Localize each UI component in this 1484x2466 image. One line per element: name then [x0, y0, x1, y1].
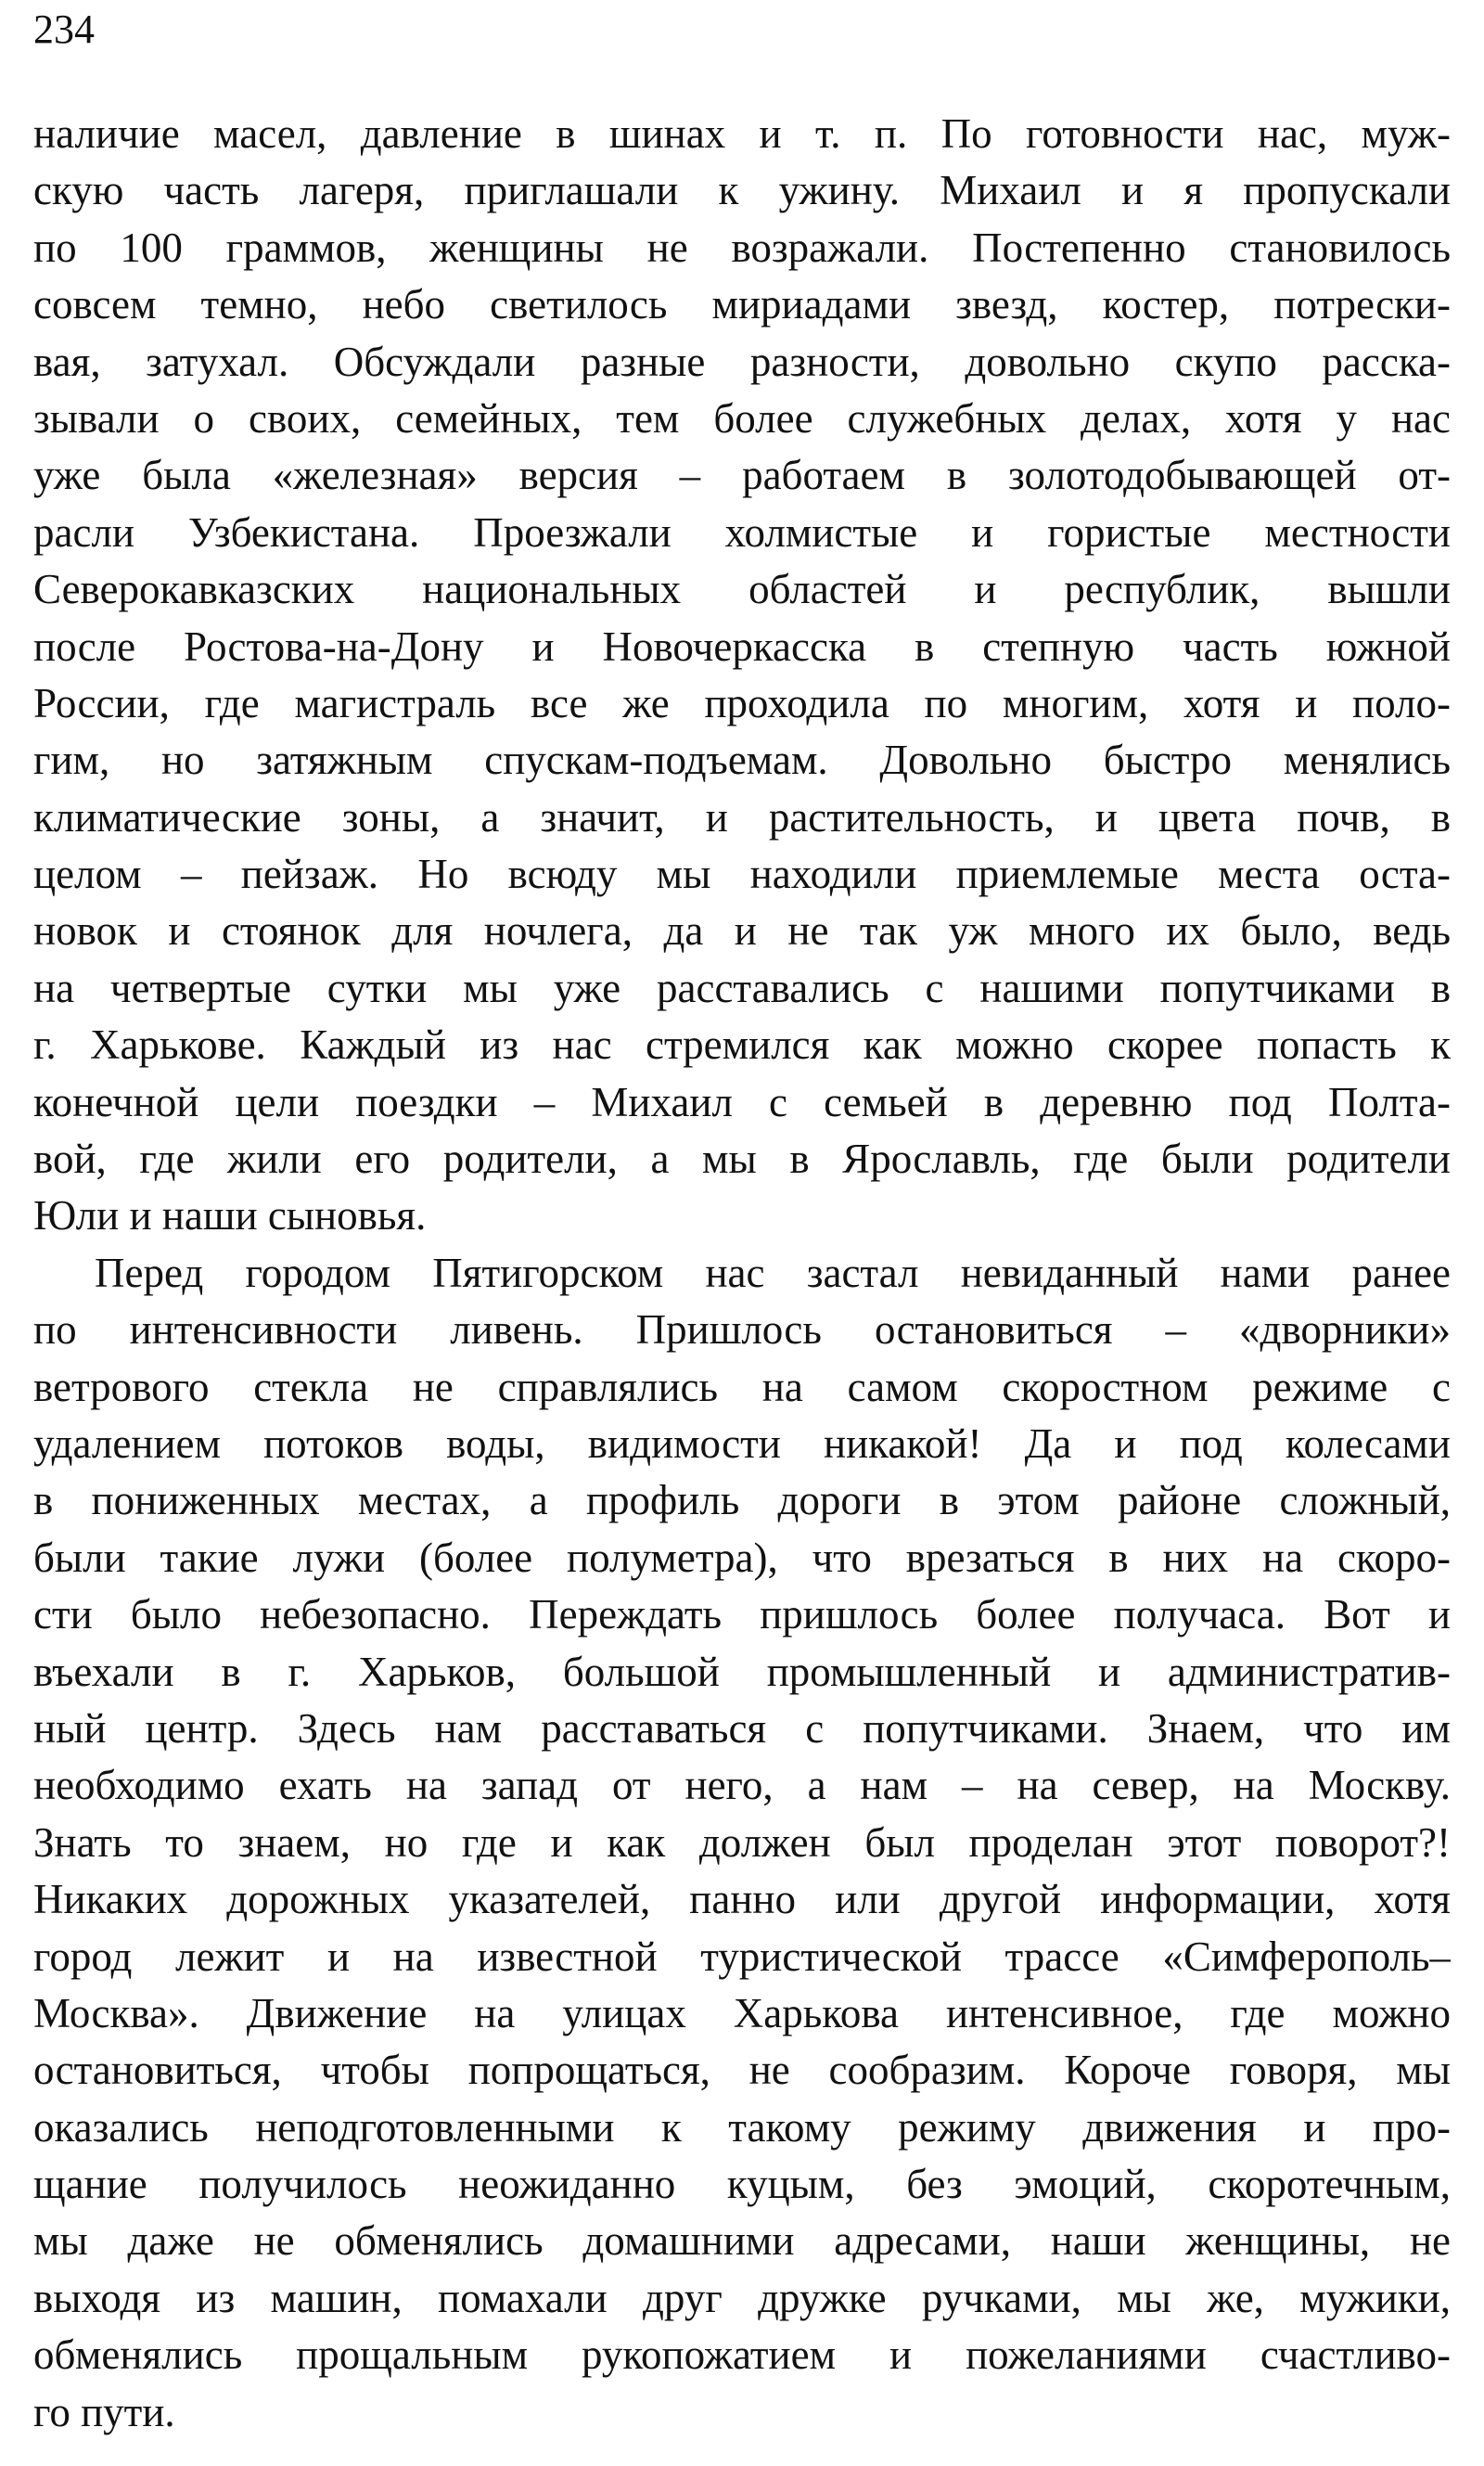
- text-line: оказались неподготовленными к такому режиму движения и про-: [33, 2103, 1451, 2151]
- text-line: зывали о своих, семейных, тем более служебных делах, хотя у нас: [33, 394, 1451, 442]
- text-line: выходя из машин, помахали друг дружке ручками, мы же, мужики,: [33, 2274, 1451, 2321]
- text-line: в пониженных местах, а профиль дороги в этом районе сложный,: [33, 1477, 1451, 1524]
- page-number: 234: [33, 6, 95, 52]
- text-line: России, где магистраль все же проходила по многим, хотя и поло-: [33, 679, 1451, 726]
- text-line: уже была «железная» версия – работаем в золотодобывающей от-: [33, 452, 1451, 499]
- text-line: по 100 граммов, женщины не возражали. Постепенно становилось: [33, 224, 1451, 271]
- text-line: Никаких дорожных указателей, панно или другой информации, хотя: [33, 1876, 1451, 1923]
- text-line: го пути.: [33, 2388, 175, 2435]
- text-line: климатические зоны, а значит, и растительность, и цвета почв, в: [33, 793, 1451, 841]
- text-line: Юли и наши сыновья.: [33, 1192, 427, 1239]
- text-line: г. Харькове. Каждый из нас стремился как можно скорее попасть к: [33, 1021, 1451, 1069]
- text-line: расли Узбекистана. Проезжали холмистые и гористые местности: [33, 508, 1451, 556]
- text-line: город лежит и на известной туристической трассе «Симферополь–: [33, 1933, 1451, 1980]
- text-line: щание получилось неожиданно куцым, без эмоций, скоротечным,: [33, 2161, 1451, 2208]
- text-line: по интенсивности ливень. Пришлось остановиться – «дворники»: [33, 1306, 1451, 1354]
- text-line: обменялись прощальным рукопожатием и пожеланиями счастливо-: [33, 2331, 1451, 2379]
- text-line: въехали в г. Харьков, большой промышленный и административ-: [33, 1648, 1451, 1695]
- text-line: Москва». Движение на улицах Харькова интенсивное, где можно: [33, 1989, 1451, 2036]
- text-line: скую часть лагеря, приглашали к ужину. Михаил и я пропускали: [33, 167, 1451, 214]
- text-line: целом – пейзаж. Но всюду мы находили приемлемые места оста-: [33, 851, 1451, 898]
- text-line: были такие лужи (более полуметра), что врезаться в них на скоро-: [33, 1534, 1451, 1581]
- text-line: остановиться, чтобы попрощаться, не сообразим. Короче говоря, мы: [33, 2047, 1451, 2094]
- text-line: новок и стоянок для ночлега, да и не так уж много их было, ведь: [33, 907, 1451, 955]
- text-line: вой, где жили его родители, а мы в Ярославль, где были родители: [33, 1136, 1451, 1183]
- text-line: совсем темно, небо светилось мириадами звезд, костер, потрески-: [33, 281, 1451, 328]
- text-line: наличие масел, давление в шинах и т. п. По готовности нас, муж-: [33, 110, 1451, 157]
- text-line: необходимо ехать на запад от него, а нам – на север, на Москву.: [33, 1762, 1451, 1809]
- text-line: Перед городом Пятигорском нас застал невиданный нами ранее: [95, 1249, 1451, 1296]
- text-line: конечной цели поездки – Михаил с семьей в деревню под Полта-: [33, 1078, 1451, 1125]
- text-line: гим, но затяжным спускам-подъемам. Довольно быстро менялись: [33, 737, 1451, 784]
- text-line: удалением потоков воды, видимости никакой! Да и под колесами: [33, 1419, 1451, 1467]
- text-line: на четвертые сутки мы уже расставались с нашими попутчиками в: [33, 964, 1451, 1011]
- text-line: Знать то знаем, но где и как должен был проделан этот поворот?!: [33, 1818, 1451, 1866]
- text-line: Северокавказских национальных областей и республик, вышли: [33, 566, 1451, 613]
- text-line: мы даже не обменялись домашними адресами, наши женщины, не: [33, 2217, 1451, 2265]
- text-line: вая, затухал. Обсуждали разные разности, довольно скупо расска-: [33, 338, 1451, 385]
- text-line: сти было небезопасно. Переждать пришлось более получаса. Вот и: [33, 1591, 1451, 1638]
- text-line: ный центр. Здесь нам расставаться с попутчиками. Знаем, что им: [33, 1704, 1451, 1752]
- text-line: после Ростова-на-Дону и Новочеркасска в степную часть южной: [33, 623, 1451, 670]
- text-line: ветрового стекла не справлялись на самом скоростном режиме с: [33, 1363, 1451, 1410]
- body-text: [33, 106, 1451, 2441]
